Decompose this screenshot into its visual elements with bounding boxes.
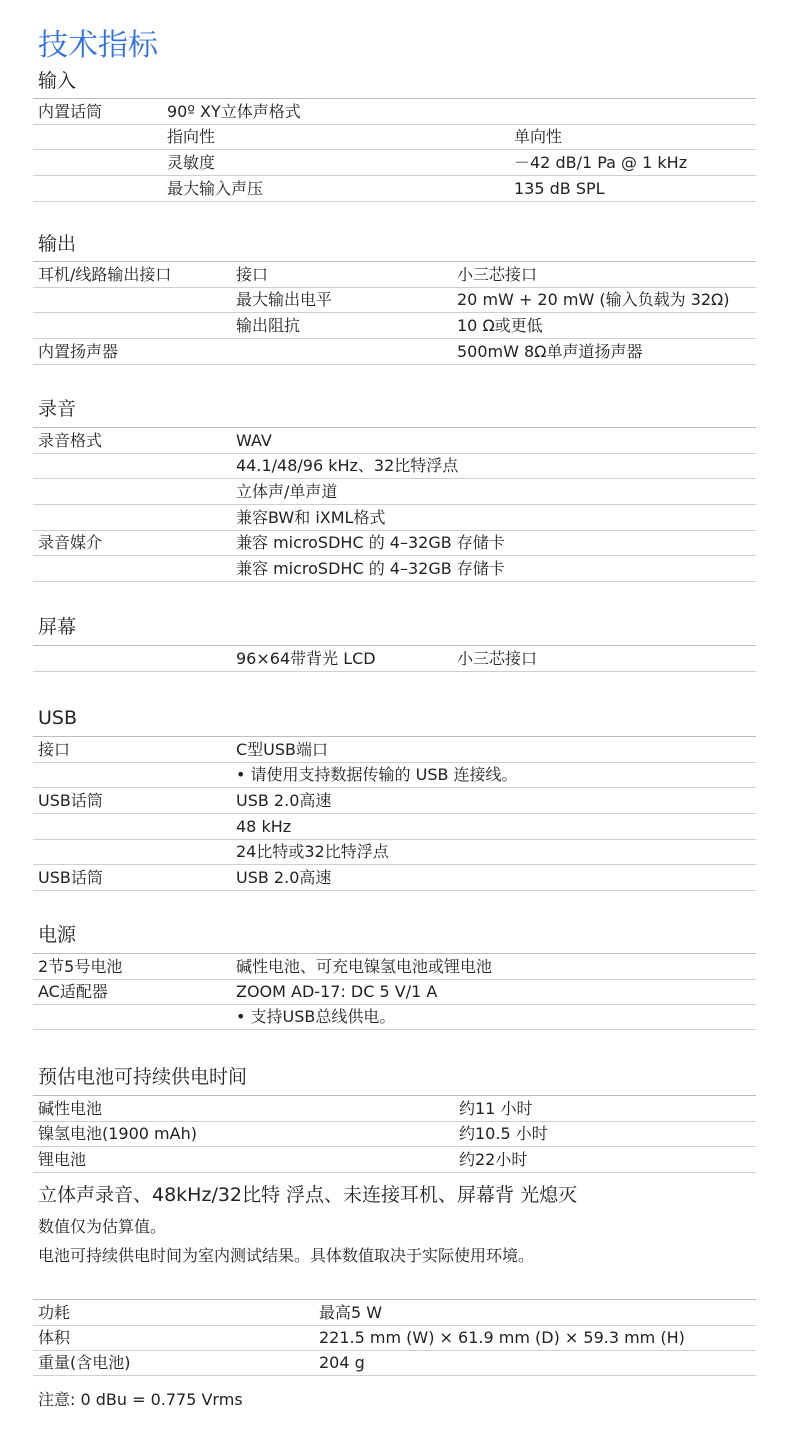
- table-row: [33, 979, 756, 1005]
- section-heading-power: 电源: [38, 924, 77, 946]
- row-value: 兼容 microSDHC 的 4–32GB 存储卡: [236, 559, 505, 578]
- table-row: [33, 839, 756, 865]
- row-value: ZOOM AD-17: DC 5 V/1 A: [236, 982, 438, 1001]
- table-row: [33, 313, 756, 339]
- table-row: [33, 865, 756, 891]
- row-value: 44.1/48/96 kHz、32比特浮点: [236, 456, 459, 475]
- battery-note: 数值仅为估算值。: [38, 1217, 167, 1236]
- row-value: 兼容BW和 iXML格式: [236, 508, 386, 527]
- table-row: [33, 427, 756, 454]
- section-heading-battery: 预估电池可持续供电时间: [38, 1066, 248, 1088]
- table-row: [33, 736, 756, 763]
- row-value: 约10.5 小时: [459, 1124, 548, 1143]
- table-row: [33, 176, 756, 202]
- row-value: 兼容 microSDHC 的 4–32GB 存储卡: [236, 533, 505, 552]
- table-row: [33, 124, 756, 150]
- row-value: 204 g: [319, 1353, 365, 1372]
- row-label: 接口: [38, 740, 71, 759]
- table-row: [33, 98, 756, 125]
- row-value: USB 2.0高速: [236, 791, 332, 810]
- row-value: 约11 小时: [459, 1099, 533, 1118]
- row-value: 碱性电池、可充电镍氢电池或锂电池: [236, 957, 493, 976]
- row-label: 锂电池: [38, 1150, 87, 1169]
- row-key: 最大输出电平: [236, 290, 333, 309]
- table-row: [33, 1004, 756, 1030]
- table-row: [33, 261, 756, 288]
- table-row: [33, 1121, 756, 1147]
- row-value: 221.5 mm (W) × 61.9 mm (D) × 59.3 mm (H): [319, 1328, 685, 1347]
- row-value: WAV: [236, 431, 272, 450]
- row-label: 录音媒介: [38, 533, 103, 552]
- row-value: －42 dB/1 Pa @ 1 kHz: [514, 153, 688, 172]
- row-key: 最大输入声压: [167, 179, 264, 198]
- table-row: [33, 530, 756, 556]
- row-value: 90º XY立体声格式: [167, 102, 301, 121]
- table-row: [33, 505, 756, 531]
- row-value: 24比特或32比特浮点: [236, 842, 389, 861]
- row-label: 内置话筒: [38, 102, 103, 121]
- table-row: [33, 556, 756, 582]
- table-row: [33, 1299, 756, 1326]
- battery-note: 电池可持续供电时间为室内测试结果。具体数值取决于实际使用环境。: [38, 1246, 535, 1265]
- row-value: USB 2.0高速: [236, 868, 332, 887]
- table-row: [33, 953, 756, 980]
- table-row: [33, 479, 756, 505]
- row-value: 小三芯接口: [457, 265, 538, 284]
- row-value: 135 dB SPL: [514, 179, 605, 198]
- row-label: 2节5号电池: [38, 957, 123, 976]
- table-row: [33, 814, 756, 840]
- row-value: • 请使用支持数据传输的 USB 连接线。: [236, 765, 518, 784]
- row-label: 重量(含电池): [38, 1353, 131, 1372]
- row-value: 小三芯接口: [457, 649, 538, 668]
- row-key: 指向性: [167, 127, 216, 146]
- row-label: 体积: [38, 1328, 71, 1347]
- row-value: • 支持USB总线供电。: [236, 1007, 396, 1026]
- row-value: 约22小时: [459, 1150, 528, 1169]
- row-label: AC适配器: [38, 982, 108, 1001]
- table-row: [33, 762, 756, 788]
- row-label: 录音格式: [38, 431, 103, 450]
- battery-condition: 立体声录音、48kHz/32比特 浮点、未连接耳机、屏幕背 光熄灭: [38, 1184, 578, 1206]
- page-title: 技术指标: [38, 28, 158, 63]
- table-row: [33, 1325, 756, 1351]
- row-value: 500mW 8Ω单声道扬声器: [457, 342, 643, 361]
- row-label: USB话筒: [38, 868, 103, 887]
- row-label: 碱性电池: [38, 1099, 103, 1118]
- row-value: 96×64带背光 LCD: [236, 649, 376, 668]
- row-value: 10 Ω或更低: [457, 316, 543, 335]
- table-row: [33, 1350, 756, 1376]
- row-label: 内置扬声器: [38, 342, 119, 361]
- row-value: 20 mW + 20 mW (输入负载为 32Ω): [457, 290, 730, 309]
- row-value: 单向性: [514, 127, 563, 146]
- row-label: USB话筒: [38, 791, 103, 810]
- section-heading-screen: 屏幕: [38, 616, 77, 638]
- section-heading-recording: 录音: [38, 398, 77, 420]
- section-heading-output: 输出: [38, 233, 77, 255]
- row-value: 最高5 W: [319, 1303, 383, 1322]
- row-value: 立体声/单声道: [236, 482, 338, 501]
- table-row: [33, 1095, 756, 1122]
- section-heading-input: 输入: [38, 70, 77, 92]
- row-label: 镍氢电池(1900 mAh): [38, 1124, 197, 1143]
- table-row: [33, 1147, 756, 1173]
- section-heading-usb: USB: [38, 707, 78, 729]
- table-row: [33, 287, 756, 313]
- table-row: [33, 645, 756, 672]
- row-value: C型USB端口: [236, 740, 329, 759]
- footnote: 注意: 0 dBu = 0.775 Vrms: [38, 1390, 243, 1409]
- row-key: 输出阻抗: [236, 316, 301, 335]
- table-row: [33, 788, 756, 814]
- row-value: 48 kHz: [236, 817, 292, 836]
- table-row: [33, 150, 756, 176]
- row-key: 灵敏度: [167, 153, 216, 172]
- table-row: [33, 453, 756, 479]
- table-row: [33, 339, 756, 365]
- row-key: 接口: [236, 265, 269, 284]
- row-label: 耳机/线路输出接口: [38, 265, 172, 284]
- row-label: 功耗: [38, 1303, 71, 1322]
